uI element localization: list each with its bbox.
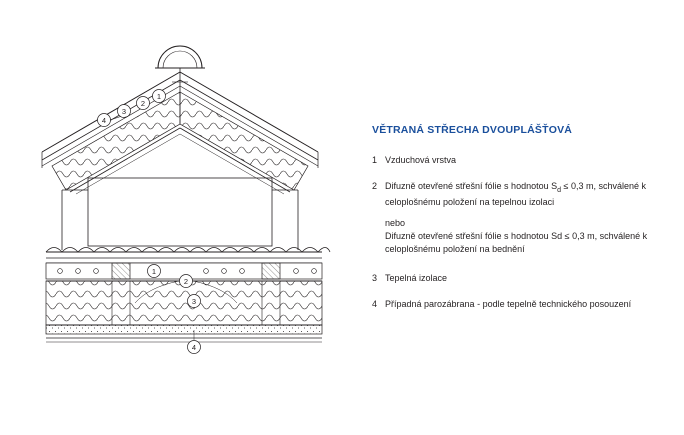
legend-item-1 bbox=[372, 154, 674, 167]
legend-item-4 bbox=[372, 298, 674, 311]
roof-layer-section bbox=[46, 248, 330, 343]
layer-callout-4-label: 4 bbox=[191, 343, 197, 352]
legend-item-2-subscript: d bbox=[557, 186, 562, 194]
legend-item-1-number: 1 bbox=[372, 154, 378, 165]
legend-item-3-text: Tepelná izolace bbox=[385, 272, 448, 283]
ridge-callout-3 bbox=[118, 105, 131, 118]
legend-item-2-text-before: Difuzně otevřené střešní fólie s hodnotou S bbox=[385, 180, 558, 191]
layer-callout-1-label: 1 bbox=[151, 267, 157, 276]
legend-item-3-number: 3 bbox=[372, 272, 378, 283]
legend-item-3 bbox=[372, 272, 674, 285]
legend-item-2-alternative bbox=[385, 230, 674, 256]
legend-item-4-number: 4 bbox=[372, 298, 378, 309]
legend-item-2 bbox=[372, 180, 674, 209]
ridge-callout-1 bbox=[153, 90, 166, 103]
legend-item-2-separator: nebo bbox=[385, 217, 406, 228]
ridge-callout-2 bbox=[137, 97, 150, 110]
ridge-callout-2-label: 2 bbox=[140, 99, 146, 108]
legend-title: VĚTRANÁ STŘECHA DVOUPLÁŠŤOVÁ bbox=[372, 124, 573, 136]
ridge-callout-1-label: 1 bbox=[156, 92, 162, 101]
ridge-callout-4-label: 4 bbox=[101, 116, 107, 125]
layer-callout-1 bbox=[148, 265, 161, 278]
legend-item-2-alt-after: ≤ 0,3 m, schválené k celoplošnému položení na bednění bbox=[385, 230, 648, 254]
legend-item-2-text bbox=[385, 180, 674, 209]
layer-callout-2-label: 2 bbox=[183, 277, 189, 286]
legend-item-1-text: Vzduchová vrstva bbox=[385, 154, 457, 165]
layer-callout-3 bbox=[188, 295, 201, 308]
legend-item-2-alt-before: Difuzně otevřené střešní fólie s hodnotou S bbox=[385, 230, 558, 241]
legend-panel bbox=[372, 124, 674, 324]
layer-callout-3-label: 3 bbox=[191, 297, 197, 306]
legend-item-2-alt-subscript: d bbox=[557, 230, 563, 241]
ridge-callout-3-label: 3 bbox=[121, 107, 127, 116]
legend-item-4-text: Případná parozábrana - podle tepelně technického posouzení bbox=[385, 298, 632, 309]
roof-ridge-section bbox=[42, 46, 318, 250]
legend-item-2-text-after: ≤ 0,3 m, schválené k celoplošnému položení na tepelnou izolaci bbox=[385, 180, 646, 207]
legend-item-2-number: 2 bbox=[372, 180, 378, 191]
